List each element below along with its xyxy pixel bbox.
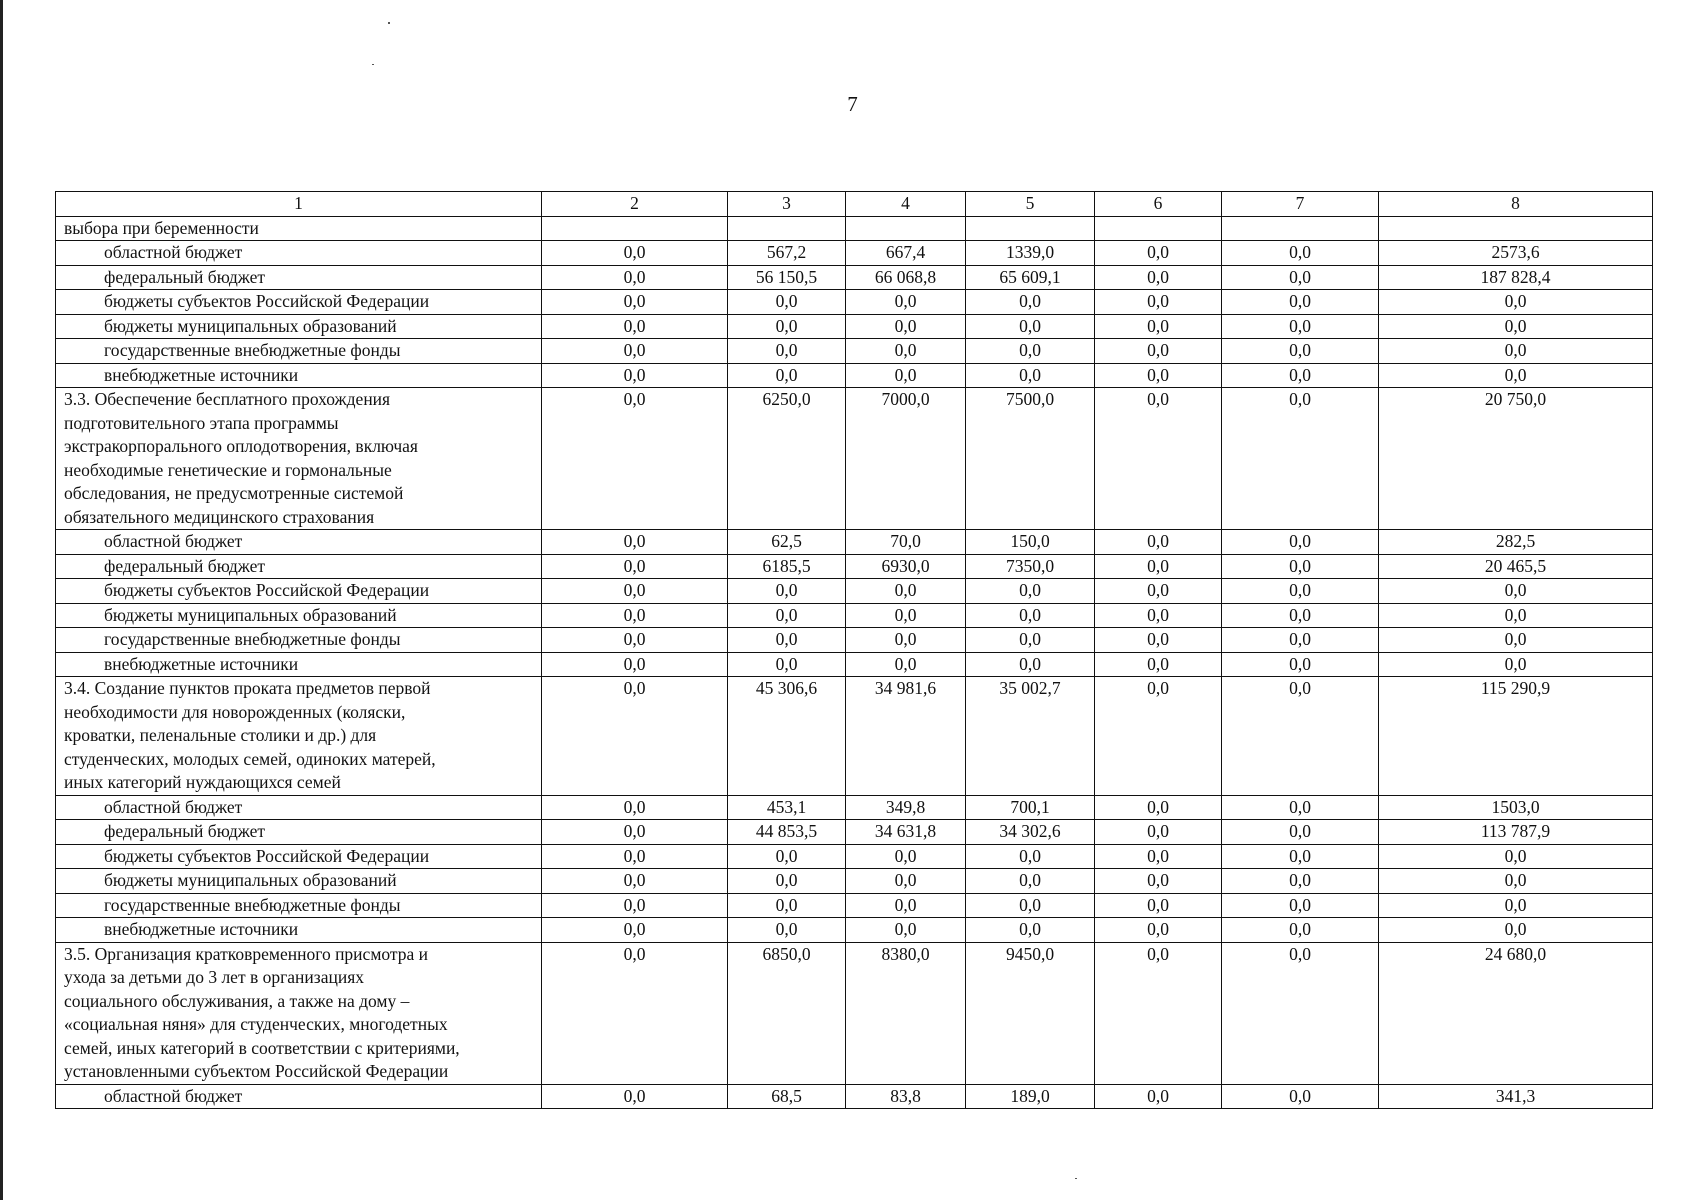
- value-cell-col-4: 6930,0: [846, 554, 966, 579]
- value-cell-col-5: 0,0: [966, 363, 1095, 388]
- value-cell-col-6: 0,0: [1095, 603, 1222, 628]
- row-label-cell: бюджеты субъектов Российской Федерации: [56, 579, 542, 604]
- value-cell-col-3: 0,0: [728, 628, 846, 653]
- budget-source-row: [56, 820, 1653, 845]
- value-cell-col-8: 0,0: [1379, 628, 1653, 653]
- value-cell-col-8: 0,0: [1379, 339, 1653, 364]
- value-cell-col-2: 0,0: [542, 314, 728, 339]
- value-cell-col-7: [1222, 216, 1379, 241]
- value-cell-col-4: 8380,0: [846, 942, 966, 1084]
- value-cell-col-6: 0,0: [1095, 579, 1222, 604]
- value-cell-col-4: 349,8: [846, 795, 966, 820]
- value-cell-col-2: 0,0: [542, 339, 728, 364]
- value-cell-col-3: 0,0: [728, 579, 846, 604]
- value-cell-col-6: 0,0: [1095, 241, 1222, 266]
- row-label-cell: областной бюджет: [56, 795, 542, 820]
- row-label-cell: государственные внебюджетные фонды: [56, 339, 542, 364]
- value-cell-col-5: 0,0: [966, 339, 1095, 364]
- value-cell-col-4: 0,0: [846, 652, 966, 677]
- budget-source-row: [56, 339, 1653, 364]
- value-cell-col-3: 62,5: [728, 530, 846, 555]
- value-cell-col-5: 1339,0: [966, 241, 1095, 266]
- value-cell-col-8: 0,0: [1379, 314, 1653, 339]
- value-cell-col-2: 0,0: [542, 579, 728, 604]
- section-title-cell: 3.4. Создание пунктов проката предметов первой необходимости для новорожденных (коляски, кроватки, пеленальные столики и др.) для студенческих, молодых семей, одиноких матерей, иных категорий нуждающихся семей: [56, 677, 542, 796]
- budget-source-row: [56, 554, 1653, 579]
- value-cell-col-7: 0,0: [1222, 530, 1379, 555]
- value-cell-col-6: 0,0: [1095, 893, 1222, 918]
- value-cell-col-7: 0,0: [1222, 1084, 1379, 1109]
- value-cell-col-4: 0,0: [846, 918, 966, 943]
- value-cell-col-7: 0,0: [1222, 652, 1379, 677]
- value-cell-col-7: 0,0: [1222, 265, 1379, 290]
- value-cell-col-5: 0,0: [966, 918, 1095, 943]
- budget-source-row: [56, 314, 1653, 339]
- row-label-cell: областной бюджет: [56, 1084, 542, 1109]
- value-cell-col-5: 34 302,6: [966, 820, 1095, 845]
- header-cell: 6: [1095, 192, 1222, 217]
- budget-source-row: [56, 795, 1653, 820]
- value-cell-col-4: 70,0: [846, 530, 966, 555]
- value-cell-col-3: 0,0: [728, 844, 846, 869]
- value-cell-col-8: 2573,6: [1379, 241, 1653, 266]
- value-cell-col-6: 0,0: [1095, 388, 1222, 530]
- value-cell-col-3: 0,0: [728, 314, 846, 339]
- value-cell-col-8: 0,0: [1379, 579, 1653, 604]
- value-cell-col-3: 0,0: [728, 918, 846, 943]
- value-cell-col-5: 0,0: [966, 628, 1095, 653]
- value-cell-col-6: 0,0: [1095, 869, 1222, 894]
- row-label-cell: федеральный бюджет: [56, 820, 542, 845]
- row-label-cell: областной бюджет: [56, 241, 542, 266]
- value-cell-col-4: 7000,0: [846, 388, 966, 530]
- value-cell-col-4: 0,0: [846, 339, 966, 364]
- continuation-row: [56, 216, 1653, 241]
- value-cell-col-8: 0,0: [1379, 844, 1653, 869]
- row-label-cell: бюджеты муниципальных образований: [56, 603, 542, 628]
- value-cell-col-8: 187 828,4: [1379, 265, 1653, 290]
- value-cell-col-5: 0,0: [966, 579, 1095, 604]
- header-cell: 2: [542, 192, 728, 217]
- budget-source-row: [56, 893, 1653, 918]
- value-cell-col-7: 0,0: [1222, 314, 1379, 339]
- value-cell-col-4: 83,8: [846, 1084, 966, 1109]
- value-cell-col-6: 0,0: [1095, 290, 1222, 315]
- value-cell-col-7: 0,0: [1222, 942, 1379, 1084]
- value-cell-col-5: 700,1: [966, 795, 1095, 820]
- value-cell-col-3: 0,0: [728, 339, 846, 364]
- scan-left-edge: [0, 0, 3, 1200]
- value-cell-col-6: 0,0: [1095, 1084, 1222, 1109]
- section-title-cell: 3.5. Организация кратковременного присмотра и ухода за детьми до 3 лет в организациях социального обслуживания, а также на дому – «социальная няня» для студенческих, многодетных семей, иных категорий в соответствии с критериями, установленными субъектом Российской Федерации: [56, 942, 542, 1084]
- value-cell-col-3: 0,0: [728, 290, 846, 315]
- value-cell-col-3: 567,2: [728, 241, 846, 266]
- row-label-cell: государственные внебюджетные фонды: [56, 628, 542, 653]
- value-cell-col-7: 0,0: [1222, 290, 1379, 315]
- value-cell-col-8: 20 465,5: [1379, 554, 1653, 579]
- budget-source-row: [56, 363, 1653, 388]
- value-cell-col-5: 65 609,1: [966, 265, 1095, 290]
- value-cell-col-7: 0,0: [1222, 820, 1379, 845]
- section-title-cell: 3.3. Обеспечение бесплатного прохождения подготовительного этапа программы экстракорпорального оплодотворения, включая необходимые генетические и гормональные обследования, не предусмотренные системой обязательного медицинского страхования: [56, 388, 542, 530]
- header-cell: 3: [728, 192, 846, 217]
- value-cell-col-3: 0,0: [728, 363, 846, 388]
- value-cell-col-3: 45 306,6: [728, 677, 846, 796]
- value-cell-col-5: [966, 216, 1095, 241]
- value-cell-col-6: 0,0: [1095, 677, 1222, 796]
- value-cell-col-2: 0,0: [542, 820, 728, 845]
- value-cell-col-2: 0,0: [542, 290, 728, 315]
- value-cell-col-8: 341,3: [1379, 1084, 1653, 1109]
- budget-source-row: [56, 652, 1653, 677]
- value-cell-col-4: [846, 216, 966, 241]
- value-cell-col-6: 0,0: [1095, 265, 1222, 290]
- row-label-cell: государственные внебюджетные фонды: [56, 893, 542, 918]
- budget-source-row: [56, 844, 1653, 869]
- budget-source-row: [56, 603, 1653, 628]
- value-cell-col-7: 0,0: [1222, 893, 1379, 918]
- value-cell-col-2: 0,0: [542, 628, 728, 653]
- row-label-cell: бюджеты субъектов Российской Федерации: [56, 844, 542, 869]
- value-cell-col-5: 9450,0: [966, 942, 1095, 1084]
- value-cell-col-6: 0,0: [1095, 652, 1222, 677]
- value-cell-col-4: 66 068,8: [846, 265, 966, 290]
- budget-source-row: [56, 918, 1653, 943]
- value-cell-col-8: 0,0: [1379, 869, 1653, 894]
- value-cell-col-3: 44 853,5: [728, 820, 846, 845]
- value-cell-col-3: [728, 216, 846, 241]
- value-cell-col-2: 0,0: [542, 844, 728, 869]
- value-cell-col-2: 0,0: [542, 677, 728, 796]
- value-cell-col-2: 0,0: [542, 265, 728, 290]
- value-cell-col-8: 0,0: [1379, 652, 1653, 677]
- budget-source-row: [56, 241, 1653, 266]
- value-cell-col-2: 0,0: [542, 554, 728, 579]
- budget-source-row: [56, 290, 1653, 315]
- value-cell-col-2: 0,0: [542, 918, 728, 943]
- value-cell-col-4: 0,0: [846, 869, 966, 894]
- value-cell-col-8: 1503,0: [1379, 795, 1653, 820]
- value-cell-col-3: 0,0: [728, 603, 846, 628]
- budget-source-row: [56, 579, 1653, 604]
- value-cell-col-4: 0,0: [846, 628, 966, 653]
- value-cell-col-7: 0,0: [1222, 388, 1379, 530]
- value-cell-col-7: 0,0: [1222, 241, 1379, 266]
- row-label-cell: бюджеты муниципальных образований: [56, 869, 542, 894]
- value-cell-col-3: 6250,0: [728, 388, 846, 530]
- table-header-row: [56, 192, 1653, 217]
- header-cell: 8: [1379, 192, 1653, 217]
- value-cell-col-5: 35 002,7: [966, 677, 1095, 796]
- budget-source-row: [56, 628, 1653, 653]
- value-cell-col-6: [1095, 216, 1222, 241]
- value-cell-col-6: 0,0: [1095, 314, 1222, 339]
- value-cell-col-7: 0,0: [1222, 579, 1379, 604]
- value-cell-col-5: 0,0: [966, 844, 1095, 869]
- row-label-cell: внебюджетные источники: [56, 652, 542, 677]
- value-cell-col-2: 0,0: [542, 893, 728, 918]
- value-cell-col-5: 150,0: [966, 530, 1095, 555]
- value-cell-col-5: 7350,0: [966, 554, 1095, 579]
- value-cell-col-8: 24 680,0: [1379, 942, 1653, 1084]
- value-cell-col-8: 0,0: [1379, 603, 1653, 628]
- budget-table: [55, 191, 1653, 1109]
- value-cell-col-8: 0,0: [1379, 290, 1653, 315]
- value-cell-col-3: 0,0: [728, 652, 846, 677]
- value-cell-col-7: 0,0: [1222, 554, 1379, 579]
- value-cell-col-4: 0,0: [846, 603, 966, 628]
- value-cell-col-4: 34 981,6: [846, 677, 966, 796]
- value-cell-col-8: 282,5: [1379, 530, 1653, 555]
- value-cell-col-2: 0,0: [542, 603, 728, 628]
- value-cell-col-5: 0,0: [966, 893, 1095, 918]
- value-cell-col-8: 0,0: [1379, 363, 1653, 388]
- value-cell-col-6: 0,0: [1095, 339, 1222, 364]
- header-cell: 7: [1222, 192, 1379, 217]
- value-cell-col-7: 0,0: [1222, 869, 1379, 894]
- value-cell-col-2: 0,0: [542, 363, 728, 388]
- section-row: [56, 388, 1653, 530]
- value-cell-col-8: 20 750,0: [1379, 388, 1653, 530]
- value-cell-col-4: 0,0: [846, 363, 966, 388]
- scan-speck: [1075, 1178, 1077, 1179]
- value-cell-col-2: 0,0: [542, 869, 728, 894]
- value-cell-col-6: 0,0: [1095, 554, 1222, 579]
- value-cell-col-2: 0,0: [542, 241, 728, 266]
- value-cell-col-3: 0,0: [728, 893, 846, 918]
- value-cell-col-3: 6850,0: [728, 942, 846, 1084]
- page-number: 7: [847, 92, 858, 116]
- value-cell-col-4: 667,4: [846, 241, 966, 266]
- value-cell-col-6: 0,0: [1095, 918, 1222, 943]
- value-cell-col-4: 0,0: [846, 893, 966, 918]
- value-cell-col-4: 0,0: [846, 579, 966, 604]
- value-cell-col-8: 115 290,9: [1379, 677, 1653, 796]
- value-cell-col-2: 0,0: [542, 942, 728, 1084]
- value-cell-col-5: 0,0: [966, 869, 1095, 894]
- row-label-cell: внебюджетные источники: [56, 918, 542, 943]
- value-cell-col-7: 0,0: [1222, 363, 1379, 388]
- value-cell-col-4: 0,0: [846, 290, 966, 315]
- value-cell-col-4: 34 631,8: [846, 820, 966, 845]
- value-cell-col-5: 0,0: [966, 652, 1095, 677]
- value-cell-col-4: 0,0: [846, 314, 966, 339]
- value-cell-col-7: 0,0: [1222, 795, 1379, 820]
- scan-speck: [388, 22, 390, 24]
- value-cell-col-6: 0,0: [1095, 795, 1222, 820]
- value-cell-col-7: 0,0: [1222, 339, 1379, 364]
- value-cell-col-2: 0,0: [542, 795, 728, 820]
- value-cell-col-3: 0,0: [728, 869, 846, 894]
- value-cell-col-5: 0,0: [966, 603, 1095, 628]
- value-cell-col-8: [1379, 216, 1653, 241]
- value-cell-col-3: 56 150,5: [728, 265, 846, 290]
- value-cell-col-5: 189,0: [966, 1084, 1095, 1109]
- row-label-cell: областной бюджет: [56, 530, 542, 555]
- row-label-cell: бюджеты муниципальных образований: [56, 314, 542, 339]
- value-cell-col-8: 0,0: [1379, 918, 1653, 943]
- row-label-cell: внебюджетные источники: [56, 363, 542, 388]
- budget-source-row: [56, 265, 1653, 290]
- value-cell-col-8: 0,0: [1379, 893, 1653, 918]
- section-row: [56, 942, 1653, 1084]
- value-cell-col-2: 0,0: [542, 388, 728, 530]
- value-cell-col-7: 0,0: [1222, 918, 1379, 943]
- row-label-cell: бюджеты субъектов Российской Федерации: [56, 290, 542, 315]
- value-cell-col-3: 453,1: [728, 795, 846, 820]
- value-cell-col-7: 0,0: [1222, 603, 1379, 628]
- value-cell-col-8: 113 787,9: [1379, 820, 1653, 845]
- row-label-cell: выбора при беременности: [56, 216, 542, 241]
- value-cell-col-2: 0,0: [542, 530, 728, 555]
- value-cell-col-6: 0,0: [1095, 942, 1222, 1084]
- value-cell-col-5: 0,0: [966, 290, 1095, 315]
- budget-source-row: [56, 530, 1653, 555]
- value-cell-col-7: 0,0: [1222, 677, 1379, 796]
- value-cell-col-3: 6185,5: [728, 554, 846, 579]
- section-row: [56, 677, 1653, 796]
- value-cell-col-6: 0,0: [1095, 844, 1222, 869]
- scan-speck: [372, 64, 374, 65]
- value-cell-col-6: 0,0: [1095, 530, 1222, 555]
- header-cell: 1: [56, 192, 542, 217]
- budget-table-body: [56, 192, 1653, 1109]
- budget-source-row: [56, 869, 1653, 894]
- value-cell-col-5: 7500,0: [966, 388, 1095, 530]
- value-cell-col-6: 0,0: [1095, 628, 1222, 653]
- value-cell-col-2: [542, 216, 728, 241]
- value-cell-col-6: 0,0: [1095, 363, 1222, 388]
- value-cell-col-7: 0,0: [1222, 844, 1379, 869]
- header-cell: 4: [846, 192, 966, 217]
- value-cell-col-2: 0,0: [542, 652, 728, 677]
- value-cell-col-3: 68,5: [728, 1084, 846, 1109]
- value-cell-col-2: 0,0: [542, 1084, 728, 1109]
- header-cell: 5: [966, 192, 1095, 217]
- row-label-cell: федеральный бюджет: [56, 265, 542, 290]
- value-cell-col-6: 0,0: [1095, 820, 1222, 845]
- row-label-cell: федеральный бюджет: [56, 554, 542, 579]
- budget-source-row: [56, 1084, 1653, 1109]
- value-cell-col-5: 0,0: [966, 314, 1095, 339]
- value-cell-col-7: 0,0: [1222, 628, 1379, 653]
- value-cell-col-4: 0,0: [846, 844, 966, 869]
